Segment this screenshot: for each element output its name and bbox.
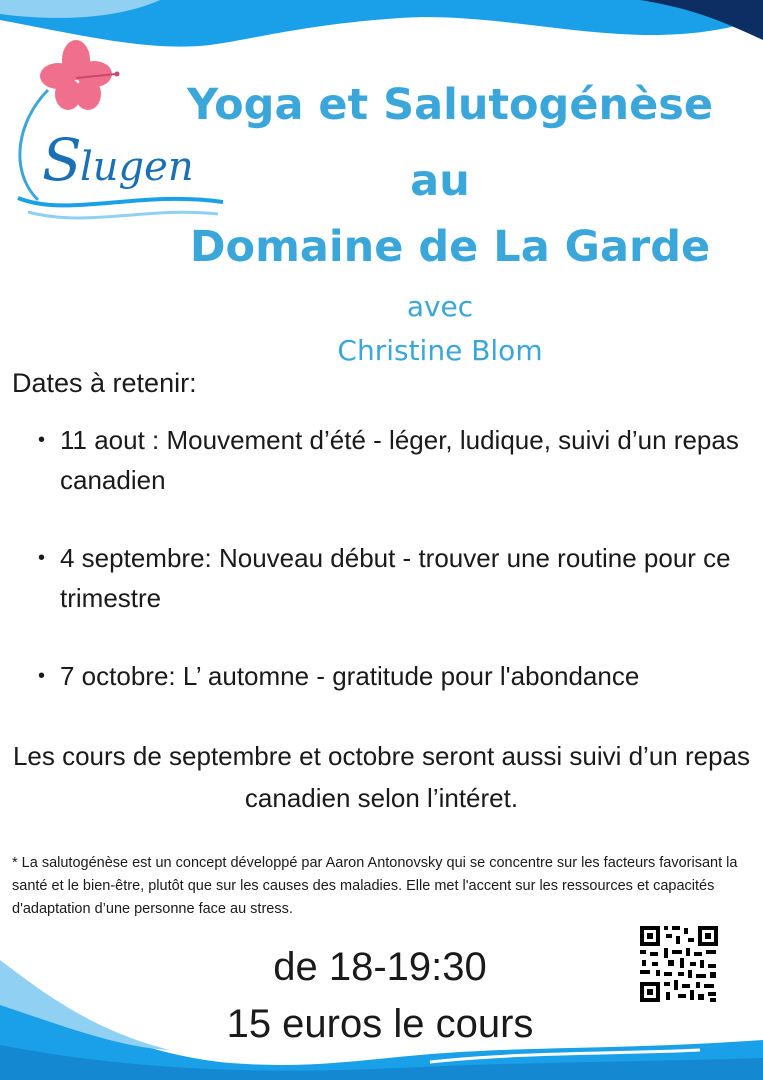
title-line-1: Yoga et Salutogénèse (186, 80, 714, 130)
class-time: de 18-19:30 (273, 945, 487, 989)
bottom-wave-decoration (0, 950, 763, 1080)
footnote: * La salutogénèse est un concept développé par Aaron Antonovsky qui se concentre sur les facteurs favorisant la santé et le bien-être, plutôt que sur les causes des maladies. Elle met l'accent sur les ressources et capacités d'adaptation d’une personne face au stress. (12, 855, 738, 917)
event-item: • 11 aout : Mouvement d’été - léger, ludique, suivi d’un repas canadien (38, 420, 753, 500)
event-item: • 4 septembre: Nouveau début - trouver une routine pour ce trimestre (38, 538, 753, 618)
title-line-2: au (410, 156, 470, 206)
dates-heading: Dates à retenir: (12, 368, 197, 398)
instructor-name: Christine Blom (337, 334, 543, 367)
event-item: • 7 octobre: L’ automne - gratitude pour l'abondance (38, 656, 753, 696)
hibiscus-flower-icon (40, 40, 120, 110)
meal-note: Les cours de septembre et octobre seront aussi suivi d’un repas canadien selon l’intéret. (12, 741, 751, 813)
svg-text:lugen: lugen (80, 144, 194, 190)
salugen-logo (8, 40, 230, 240)
class-price: 15 euros le cours (226, 1002, 534, 1046)
svg-text:S: S (42, 126, 82, 194)
event-list (38, 420, 753, 734)
title-line-3: Domaine de La Garde (189, 222, 711, 272)
title-line-4: avec (406, 290, 474, 323)
